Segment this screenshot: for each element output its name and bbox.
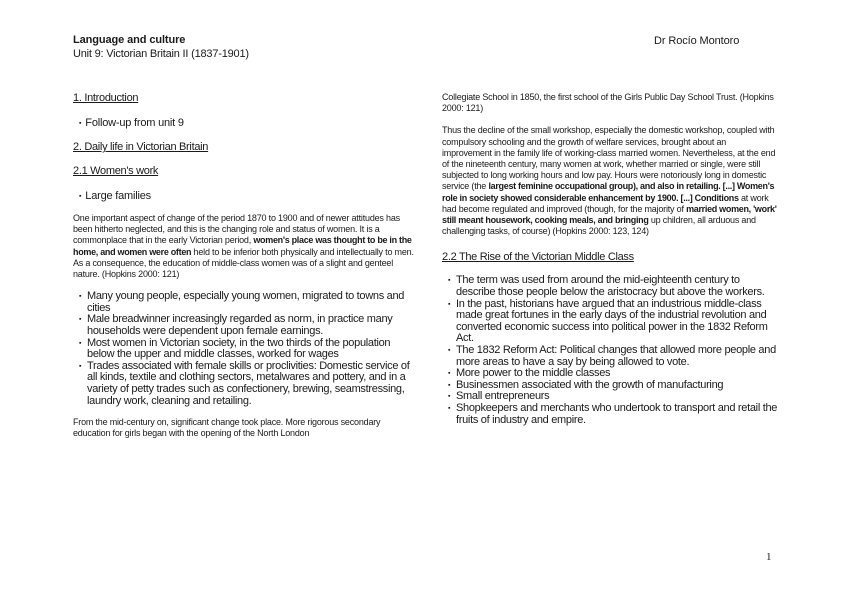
list-item: ▪ Trades associated with female skills or proclivities: Domestic service of all kinds, textile and clothing sectors, metalwares and pottery, and in a variety of petty trades such as confectionery, brewing, seamstressing, laundry work, cleaning and retailing. [79, 359, 410, 407]
right-column [442, 92, 778, 426]
women-work-list [73, 291, 418, 407]
bullet-followup: ▪ Follow-up from unit 9 [79, 117, 184, 129]
author-name: Dr Rocío Montoro [654, 35, 740, 47]
quote-paragraph-2: Thus the decline of the small workshop, especially the domestic workshop, coupled with compulsory schooling and the growth of welfare services, brought about an improvement in the family life of working-class married women. Nevertheless, at the end of the nineteenth century, many women at work, whether married or single, were still subjected to long working hours and low pay. Hours were notoriously long in domestic service (the largest feminine occupational group), and also in retailing. [...] Women's role in society showed considerable enhancement by 1900. [...] Conditions at work had become regulated and improved (though, for the majority of married women, 'work' still meant housework, cooking meals, and bringing up children, all arduous and challenging tasks, of course) (Hopkins 2000: 123, 124) [442, 125, 777, 237]
list-item: ▪ Male breadwinner increasingly regarded as norm, in practice many households were dependent upon female earnings. [79, 313, 393, 337]
list-item: ▪ The term was used from around the mid-eighteenth century to describe those people below the aristocracy but above the workers. [448, 274, 765, 299]
bullet-icon: ▪ [79, 339, 82, 347]
quote-paragraph-1: One important aspect of change of the period 1870 to 1900 and of newer attitudes has been hitherto neglected, and this is the changing role and status of women. It is a commonplace that in the early Victorian period, women's place was thought to be in the home, and women were often held to be inferior both physically and intellectually to men. As a consequence, the education of middle-class women was of a slight and genteel nature. (Hopkins 2000: 121) [73, 213, 414, 280]
bullet-families: ▪ Large families [79, 190, 151, 202]
heading-womens-work: 2.1 Women's work [73, 165, 159, 177]
page-number: 1 [766, 551, 772, 563]
left-column [73, 92, 418, 440]
list-item: ▪ Businessmen associated with the growth of manufacturing [448, 378, 724, 391]
list-item: ▪ More power to the middle classes [448, 367, 611, 380]
paragraph-continued: Collegiate School in 1850, the first school of the Girls Public Day School Trust. (Hopkins 2000: 121) [442, 92, 774, 114]
bullet-icon: ▪ [448, 393, 451, 401]
bullet-icon: ▪ [448, 404, 451, 412]
list-item: ▪ The 1832 Reform Act: Political changes that allowed more people and more areas to have a say by being allowed to vote. [448, 344, 776, 368]
bullet-icon: ▪ [448, 277, 451, 285]
list-item: ▪ Small entrepreneurs [448, 390, 550, 403]
course-title: Language and culture [73, 34, 186, 46]
middle-class-list [442, 275, 778, 426]
bullet-icon: ▪ [79, 120, 82, 127]
heading-introduction: 1. Introduction [73, 92, 139, 104]
bullet-icon: ▪ [448, 381, 451, 389]
bullet-icon: ▪ [79, 316, 82, 324]
bullet-icon: ▪ [448, 370, 451, 378]
bullet-icon: ▪ [79, 362, 82, 370]
list-item: ▪ Many young people, especially young women, migrated to towns and cities [79, 290, 405, 314]
heading-daily-life: 2. Daily life in Victorian Britain [73, 141, 209, 153]
paragraph-mid-century: From the mid-century on, significant change took place. More rigorous secondary education for girls began with the opening of the North London [73, 417, 381, 439]
list-item: ▪ Most women in Victorian society, in the two thirds of the population below the upper and middle classes, worked for wages [79, 336, 391, 361]
list-item: ▪ Shopkeepers and merchants who undertook to transport and retail the fruits of industry and empire. [448, 401, 778, 426]
bullet-icon: ▪ [448, 300, 451, 308]
bullet-icon: ▪ [79, 193, 82, 200]
list-item: ▪ In the past, historians have argued that an industrious middle-class made great fortunes in the early days of the industrial revolution and converted economic success into political power in the 1832 Reform Act. [448, 297, 768, 345]
unit-subtitle: Unit 9: Victorian Britain II (1837-1901) [73, 48, 249, 60]
bullet-icon: ▪ [448, 347, 451, 354]
heading-middle-class: 2.2 The Rise of the Victorian Middle Class [442, 251, 634, 264]
bullet-icon: ▪ [79, 293, 82, 301]
